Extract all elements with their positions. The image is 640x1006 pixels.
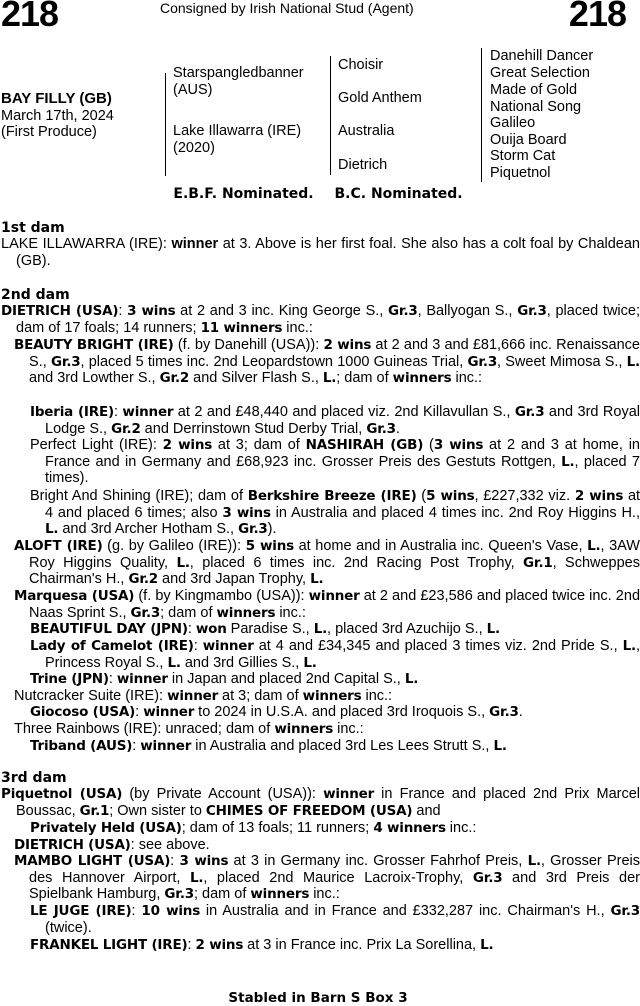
three-rainbows-text: Three Rainbows (IRE): unraced; dam of winners inc.:	[14, 721, 364, 737]
third-dam-heading: 3rd dam	[1, 770, 67, 786]
horse-note: (First Produce)	[1, 124, 97, 140]
bright-and-shining-text: Bright And Shining (IRE); dam of Berkshire Breeze (IRE) (5 wins, £227,332 viz. 2 wins at 4 and placed 6 times; also 3 wins in Australia and placed 4 times inc. 2nd Roy Higgins H., L. and 3rd Archer Hotham S., Gr.3).	[30, 488, 640, 538]
dietrich-text: DIETRICH (USA): 3 wins at 2 and 3 inc. King George S., Gr.3, Ballyogan S., Gr.3, placed twice; dam of 17 foals; 14 runners; 11 winners inc.:	[1, 303, 640, 336]
stabled-location: Stabled in Barn S Box 3	[228, 990, 408, 1006]
triband-text: Triband (AUS): winner in Australia and placed 3rd Les Lees Strutt S., L.	[30, 738, 507, 754]
pedigree-bar-3	[481, 48, 482, 182]
nutcracker-suite-text: Nutcracker Suite (IRE): winner at 3; dam of winners inc.:	[14, 688, 393, 704]
mambo-light-text: MAMBO LIGHT (USA): 3 wins at 3 in Germany inc. Grosser Fahrhof Preis, L., Grosser Preis des Hannover Airport, L., placed 2nd Maurice Lacroix-Trophy, Gr.3 and 3rd Preis der Spielbank Hamburg, Gr.3; dam of winners inc.:	[14, 853, 640, 903]
pedigree-dam-sire: Australia	[338, 123, 395, 139]
le-juge-text: LE JUGE (IRE): 10 wins in Australia and in France and £332,287 inc. Chairman's H., Gr.3 (twice).	[30, 903, 640, 936]
bc-nominated: B.C. Nominated.	[334, 186, 463, 202]
beautiful-day-text: BEAUTIFUL DAY (JPN): won Paradise S., L., placed 3rd Azuchijo S., L.	[30, 621, 500, 637]
perfect-light-text: Perfect Light (IRE): 2 wins at 3; dam of NASHIRAH (GB) (3 wins at 2 and 3 at home, in France and in Germany and £68,923 inc. Grosser Preis des Gestuts Rottgen, L., placed 7 times).	[30, 437, 640, 487]
pedigree-sire-dam: Gold Anthem	[338, 90, 422, 106]
nominations	[0, 186, 636, 202]
lot-number-right: 218	[568, 0, 626, 34]
trine-text: Trine (JPN): winner in Japan and placed 2nd Capital S., L.	[30, 671, 419, 687]
lady-of-camelot-text: Lady of Camelot (IRE): winner at 4 and £34,345 and placed 3 times viz. 2nd Pride S., L., Princess Royal S., L. and 3rd Gillies S., L.	[30, 638, 640, 671]
pedigree-g3-6: Ouija Board	[490, 132, 567, 148]
first-dam-heading: 1st dam	[1, 220, 65, 236]
aloft-text: ALOFT (IRE) (g. by Galileo (IRE)): 5 wins at home and in Australia inc. Queen's Vase, L., 3AW Roy Higgins Quality, L., placed 6 times inc. 2nd Racing Post Trophy, Gr.1, Schweppes Chairman's H., Gr.2 and 3rd Japan Trophy, L.	[14, 538, 640, 588]
pedigree-g3-4: National Song	[490, 99, 582, 115]
horse-dob: March 17th, 2024	[1, 108, 114, 124]
marquesa-text: Marquesa (USA) (f. by Kingmambo (USA)): winner at 2 and £23,586 and placed twice inc. 2nd Naas Sprint S., Gr.3; dam of winners inc.:	[14, 588, 640, 621]
ebf-nominated: E.B.F. Nominated.	[173, 186, 314, 202]
dietrich-see-above-text: DIETRICH (USA): see above.	[14, 837, 210, 853]
frankel-light-text: FRANKEL LIGHT (IRE): 2 wins at 3 in France inc. Prix La Sorellina, L.	[30, 937, 494, 953]
horse-name: BAY FILLY (GB)	[1, 90, 112, 107]
pedigree-g3-1: Danehill Dancer	[490, 48, 594, 64]
giocoso-text: Giocoso (USA): winner to 2024 in U.S.A. and placed 3rd Iroquois S., Gr.3.	[30, 704, 523, 720]
beauty-bright-text: BEAUTY BRIGHT (IRE) (f. by Danehill (USA)): 2 wins at 2 and 3 and £81,666 inc. Renaissance S., Gr.3, placed 5 times inc. 2nd Leopardstown 1000 Guineas Trial, Gr.3, Sweet Mimosa S., L. and 3rd Lowther S., Gr.2 and Silver Flash S., L.; dam of winners inc.:	[14, 337, 640, 387]
piquetnol-text: Piquetnol (USA) (by Private Account (USA)): winner in France and placed 2nd Prix Marcel Boussac, Gr.1; Own sister to CHIMES OF FREEDOM (USA) and	[1, 786, 640, 819]
pedigree-dam-dam: Dietrich	[338, 157, 388, 173]
consignor: Consigned by Irish National Stud (Agent)	[160, 0, 414, 16]
privately-held-text: Privately Held (USA); dam of 13 foals; 11 runners; 4 winners inc.:	[30, 820, 477, 836]
pedigree-g3-8: Piquetnol	[490, 165, 551, 181]
second-dam-heading: 2nd dam	[1, 287, 70, 303]
pedigree-g3-3: Made of Gold	[490, 82, 578, 98]
pedigree-g3-2: Great Selection	[490, 65, 590, 81]
pedigree-sire-sire: Choisir	[338, 57, 384, 73]
pedigree-sire: Starspangledbanner (AUS)	[173, 65, 304, 98]
lot-number-left: 218	[1, 0, 59, 34]
pedigree-dam: Lake Illawarra (IRE) (2020)	[173, 123, 302, 156]
pedigree-g3-5: Galileo	[490, 115, 536, 131]
pedigree-g3-7: Storm Cat	[490, 148, 556, 164]
iberia-text: Iberia (IRE): winner at 2 and £48,440 and placed viz. 2nd Killavullan S., Gr.3 and 3rd Royal Lodge S., Gr.2 and Derrinstown Stud Derby Trial, Gr.3.	[30, 404, 640, 437]
first-dam-text: LAKE ILLAWARRA (IRE): winner at 3. Above is her first foal. She also has a colt foal by Chaldean (GB).	[1, 236, 640, 269]
pedigree-bar-1	[165, 73, 166, 176]
